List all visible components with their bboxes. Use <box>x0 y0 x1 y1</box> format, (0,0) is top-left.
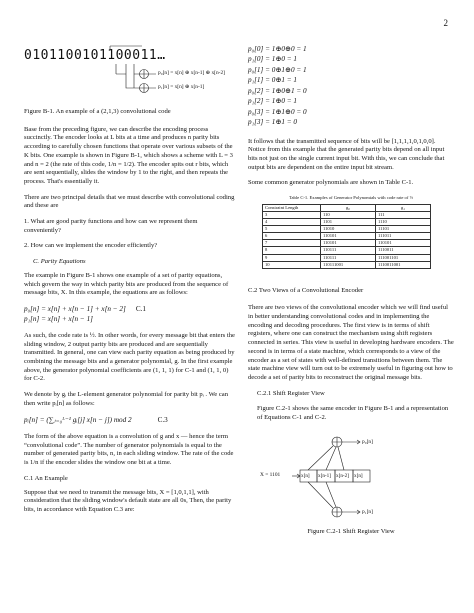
table-cell: 5 <box>263 226 321 233</box>
table-cell: 9 <box>263 254 321 261</box>
paragraph: Suppose that we need to transmit the message bits, X = [1,0,1,1], with consideration that the sliding window's default state are all 0s, Then, the parity bits, in accordance with Equation C.3 are: <box>24 488 232 513</box>
paragraph: The form of the above equation is a convolution of g and x — hence the term “convolutional code”. The number of generator polynomials is equal to the number of generated parity bits, n, in each sliding window. The rate of the code is 1/n if the encoder slides the window one bit at a time. <box>24 433 234 467</box>
register-x-n: x[n] <box>301 472 310 479</box>
table-cell: 110111 <box>321 247 376 254</box>
right-column <box>248 44 454 536</box>
parity-line: p₁[1] = 0⊕1 = 1 <box>248 76 297 85</box>
table-row <box>263 254 431 261</box>
paragraph: There are two views of the convolutional encoder which we will find useful in better understanding convolutional codes and in implementing the encoding and decoding procedures. The first view is in terms of shift registers, where one can construct the mechanism using shift registers connected in series. This view is useful in developing hardware encoders. The second is in terms of a state machine, which corresponds to a view of the encoder as a set of states with well-defined transitions between them. The state machine view will turn out to be extremely useful in figuring out how to decode a set of parity bits to reconstruct the original message bits. <box>248 304 454 381</box>
equation-label: C.3 <box>157 415 168 424</box>
table-cell: 110 <box>321 212 376 219</box>
input-x-label: X = 1101 <box>260 471 281 478</box>
table-row <box>263 212 431 219</box>
equation-c3 <box>24 416 236 426</box>
table-cell: 111001101 <box>376 254 431 261</box>
table-row <box>263 261 431 268</box>
question-2: 2. How can we implement the encoder efficiently? <box>24 242 158 250</box>
table-cell: 8 <box>263 247 321 254</box>
paragraph: Figure C.2-1 shows the same encoder in Figure B-1 and a representation of Equations C-1 and C-2. <box>257 405 449 422</box>
output-p0-label: p₀[n] <box>362 438 373 445</box>
table-c1-title: Table C-1. Examples of Generator Polynomials with code rate of ½ <box>289 195 413 201</box>
table-header: g₁ <box>376 205 431 212</box>
section-heading-c1: C.1 An Example <box>24 474 68 482</box>
register-x-n-1: x[n-1] <box>318 472 331 479</box>
equation-line: p₀[n] = x[n] + x[n − 1] + x[n − 2] <box>24 304 126 313</box>
figure-b1-caption: Figure B-1. An example of a (2,1,3) convolutional code <box>24 108 171 115</box>
table-cell: 111011 <box>376 233 431 240</box>
paragraph: Base from the preceding figure, we can describe the encoding process succinctly. The encoder looks at L bits at a time and produces n parity bits according to carefully chosen functions that operate over various subsets of the K bits. One example is shown in Figure B-1, which shows a scheme with L = 3 and n = 2 (the rate of this code, 1/n = 1/2). The encoder spits out r bits, which are sent sequentially, slides the window by 1 to the right, and then repeats the process. That's essentially it. <box>24 125 233 185</box>
figure-c21 <box>248 430 454 522</box>
output-p1-label: p₁[n] <box>362 508 373 515</box>
table-cell: 11101 <box>376 226 431 233</box>
section-heading-c21: C.2.1 Shift Register View <box>257 389 325 397</box>
table-row <box>263 240 431 247</box>
table-cell: 110111 <box>321 254 376 261</box>
figure-c21-caption: Figure C.2-1 Shift Register View <box>307 527 395 535</box>
parity-line: p₀[1] = 0⊕1⊕0 = 1 <box>248 65 307 74</box>
parity-line: p₀[2] = 1⊕0⊕1 = 0 <box>248 86 307 95</box>
table-header: g₀ <box>321 205 376 212</box>
table-cell: 1110011 <box>376 247 431 254</box>
table-cell: 110101 <box>376 240 431 247</box>
generator-polynomial-table <box>262 204 431 269</box>
table-cell: 10 <box>263 261 321 268</box>
bit-sequence: 0101100101100011… <box>24 48 166 63</box>
parity-line: p₁[2] = 1⊕0 = 1 <box>248 97 297 106</box>
output-p1-label: p₁[n] = x[n] ⊕ x[n-1] <box>158 84 205 90</box>
question-1: 1. What are good parity functions and how can we represent them conveniently? <box>24 218 198 234</box>
register-x-n-2: x[n-2] <box>336 472 349 479</box>
parity-line: p₁[3] = 1⊕1 = 0 <box>248 118 297 127</box>
table-cell: 11010 <box>321 226 376 233</box>
paragraph: There are two principal details that we must describe with convolutional coding and these are <box>24 193 235 210</box>
section-heading-c2: C.2 Two Views of a Convolutional Encoder <box>248 286 364 294</box>
table-cell: 1110011001 <box>376 261 431 268</box>
table-header: Constraint Length <box>263 205 321 212</box>
table-cell: 111 <box>376 212 431 219</box>
left-column <box>24 44 236 522</box>
table-cell: 110101 <box>321 240 376 247</box>
page-number: 2 <box>443 18 448 28</box>
parity-line: p₀[0] = 1⊕0⊕0 = 1 <box>248 45 307 53</box>
table-row <box>263 226 431 233</box>
table-cell: 7 <box>263 240 321 247</box>
section-heading-c: C. Parity Equations <box>33 258 86 266</box>
equation-line: p₁[n] = x[n] + x[n − 1] <box>24 315 93 324</box>
table-header-row <box>263 205 431 212</box>
paragraph: Some common generator polynomials are shown in Table C-1. <box>248 179 414 187</box>
table-cell: 110101 <box>321 233 376 240</box>
table-cell: 1101 <box>321 219 376 226</box>
equation-c1 <box>24 305 236 325</box>
table-cell: 3 <box>263 212 321 219</box>
table-cell: 110111001 <box>321 261 376 268</box>
register-x-n-current: x[n] <box>354 472 363 479</box>
parity-calculations <box>248 44 454 128</box>
equation-label: C.1 <box>135 304 147 313</box>
paragraph: As such, the code rate is ½. In other words, for every message bit that enters the sliding window, 2 output parity bits are produced and are sequentially transmitted. In general, one can view each parity equation as being produced by combining the message bits and a generator polynomial, g. In the first example above, the generator polynomial coefficients are (1, 1, 1) for C-1 and (1, 1, 0) for C-2. <box>24 331 235 383</box>
paragraph: It follows that the transmitted sequence of bits will be [1,1,1,1,0,1,0,0]. Notice from this example that the generated parity bits depend on all input bits not just on the single current input bit. With this, we can conclude that output bits are dependent on the entire input bit stream. <box>248 137 445 171</box>
table-cell: 6 <box>263 233 321 240</box>
table-row <box>263 233 431 240</box>
parity-line: p₀[3] = 1⊕1⊕0 = 0 <box>248 107 307 116</box>
table-cell: 4 <box>263 219 321 226</box>
paragraph: The example in Figure B-1 shows one example of a set of parity equations, which govern the way in which parity bits are produced from the sequence of message bits, X. In this example, the equations are as follows: <box>24 271 229 297</box>
table-row <box>263 247 431 254</box>
parity-line: p₁[0] = 1⊕0 = 1 <box>248 55 297 64</box>
equation-line: pᵢ[n] = (∑ⱼ₌₀ᴸ⁻¹ gᵢ[j] x[n − j]) mod 2 <box>24 415 132 424</box>
table-row <box>263 219 431 226</box>
figure-b1 <box>24 44 236 106</box>
paragraph: We denote by gᵢ the L-element generator polynomial for parity bit pᵢ . We can then write pᵢ[n] as follows: <box>24 391 229 407</box>
output-p0-label: p₀[n] = x[n] ⊕ x[n-1] ⊕ x[n-2] <box>158 70 225 76</box>
table-cell: 1110 <box>376 219 431 226</box>
